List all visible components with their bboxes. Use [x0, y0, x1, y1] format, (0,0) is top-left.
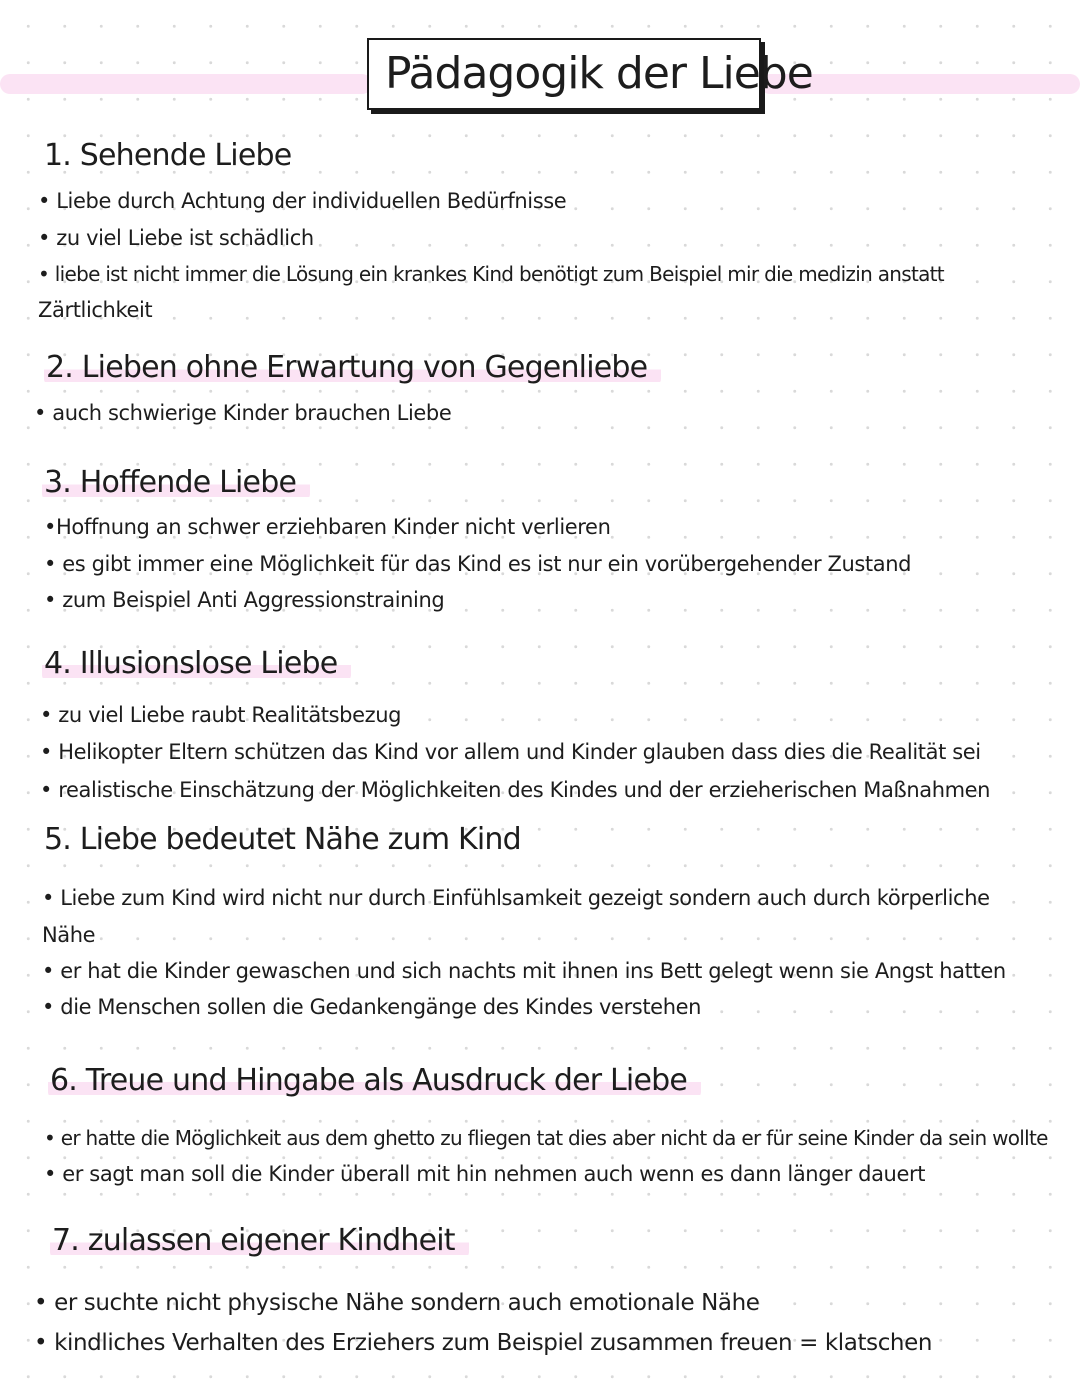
section-3-line-2: • es gibt immer eine Möglichkeit für das Kind es ist nur ein vorübergehender Zustand — [44, 552, 912, 576]
title-highlight-left — [0, 74, 372, 94]
section-3-line-3: • zum Beispiel Anti Aggressionstraining — [44, 588, 445, 612]
section-1-line-3: • liebe ist nicht immer die Lösung ein krankes Kind benötigt zum Beispiel mir die medizin anstatt — [38, 262, 944, 286]
section-1-line-4: Zärtlichkeit — [38, 298, 153, 322]
section-heading-1: 1. Sehende Liebe — [44, 138, 292, 173]
section-heading-7: 7. zulassen eigener Kindheit — [50, 1223, 469, 1259]
section-5-line-2: Nähe — [42, 923, 96, 947]
section-heading-4: 4. Illusionslose Liebe — [42, 646, 351, 682]
section-2-line-1: • auch schwierige Kinder brauchen Liebe — [34, 401, 452, 425]
section-5-line-4: • die Menschen sollen die Gedankengänge des Kindes verstehen — [42, 995, 702, 1019]
section-6-line-1: • er hatte die Möglichkeit aus dem ghetto zu fliegen tat dies aber nicht da er für seine Kinder da sein wollte — [44, 1126, 1048, 1150]
section-4-line-3: • realistische Einschätzung der Möglichkeiten des Kindes und der erzieherischen Maßnahmen — [40, 778, 991, 802]
section-1-line-1: • Liebe durch Achtung der individuellen Bedürfnisse — [38, 189, 567, 213]
title-box — [367, 38, 813, 110]
page-title: Pädagogik der Liebe — [385, 48, 813, 99]
section-heading-5: 5. Liebe bedeutet Nähe zum Kind — [44, 822, 521, 857]
section-7-line-1: • er suchte nicht physische Nähe sondern auch emotionale Nähe — [34, 1290, 760, 1316]
section-6-line-2: • er sagt man soll die Kinder überall mit hin nehmen auch wenn es dann länger dauert — [44, 1162, 926, 1186]
section-heading-3: 3. Hoffende Liebe — [42, 465, 310, 501]
section-5-line-1: • Liebe zum Kind wird nicht nur durch Einfühlsamkeit gezeigt sondern auch durch körperliche — [42, 886, 990, 910]
section-5-line-3: • er hat die Kinder gewaschen und sich nachts mit ihnen ins Bett gelegt wenn sie Angst hatten — [42, 959, 1006, 983]
section-heading-2: 2. Lieben ohne Erwartung von Gegenliebe — [44, 350, 661, 386]
section-1-line-2: • zu viel Liebe ist schädlich — [38, 226, 314, 250]
section-7-line-2: • kindliches Verhalten des Erziehers zum Beispiel zusammen freuen = klatschen — [34, 1330, 933, 1356]
section-4-line-1: • zu viel Liebe raubt Realitätsbezug — [40, 703, 402, 727]
section-heading-6: 6. Treue und Hingabe als Ausdruck der Liebe — [48, 1063, 701, 1099]
section-4-line-2: • Helikopter Eltern schützen das Kind vor allem und Kinder glauben dass dies die Realität sei — [40, 740, 981, 764]
section-3-line-1: •Hoffnung an schwer erziehbaren Kinder nicht verlieren — [44, 515, 611, 539]
